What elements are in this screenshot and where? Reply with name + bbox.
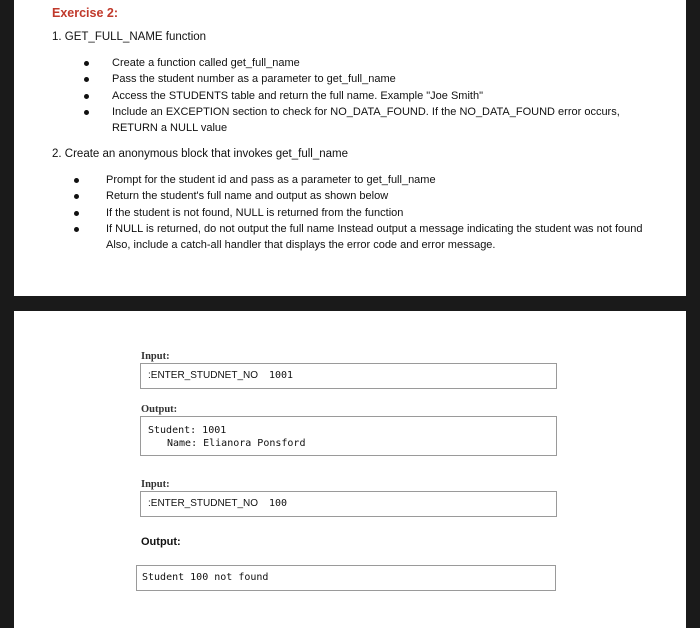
question-1-bullet-list xyxy=(84,55,644,136)
example-1-input-label: Input: xyxy=(141,351,170,362)
input-prompt: :ENTER_STUDNET_NO xyxy=(148,498,259,509)
input-value: 100 xyxy=(269,498,288,509)
exercise-heading: Exercise 2: xyxy=(52,6,119,20)
example-1-output-label: Output: xyxy=(141,404,178,415)
bullet-item: If NULL is returned, do not output the full name Instead output a message indicating the student was not found Also, include a catch-all handler that displays the error code and error message. xyxy=(74,221,654,254)
bullet-item: Return the student's full name and output as shown below xyxy=(74,188,654,204)
input-prompt: :ENTER_STUDNET_NO xyxy=(148,370,259,381)
bullet-item: If the student is not found, NULL is returned from the function xyxy=(74,205,654,221)
bullet-item: Create a function called get_full_name xyxy=(84,55,644,71)
example-2-output-label: Output: xyxy=(141,536,181,548)
example-io-panel xyxy=(14,311,686,628)
bullet-item: Access the STUDENTS table and return the full name. Example "Joe Smith" xyxy=(84,88,644,104)
exercise-instructions-panel xyxy=(14,0,686,296)
output-line-1: Student: 1001 xyxy=(148,425,227,436)
bullet-item: Prompt for the student id and pass as a parameter to get_full_name xyxy=(74,172,654,188)
output-line-1: Student 100 not found xyxy=(142,572,269,583)
bullet-item: Pass the student number as a parameter to get_full_name xyxy=(84,71,644,87)
bullet-item: Include an EXCEPTION section to check for NO_DATA_FOUND. If the NO_DATA_FOUND error occurs, RETURN a NULL value xyxy=(84,104,644,137)
question-2-title: 2. Create an anonymous block that invokes get_full_name xyxy=(52,148,348,160)
example-1-output-box xyxy=(140,416,557,456)
output-line-2: Name: Elianora Ponsford xyxy=(167,438,306,449)
example-2-output-box xyxy=(136,565,556,591)
example-1-input-box xyxy=(140,363,557,389)
question-1-title: 1. GET_FULL_NAME function xyxy=(52,31,207,43)
question-2-bullet-list xyxy=(74,172,654,253)
input-value: 1001 xyxy=(269,370,294,381)
example-2-input-box xyxy=(140,491,557,517)
example-2-input-label: Input: xyxy=(141,479,170,490)
